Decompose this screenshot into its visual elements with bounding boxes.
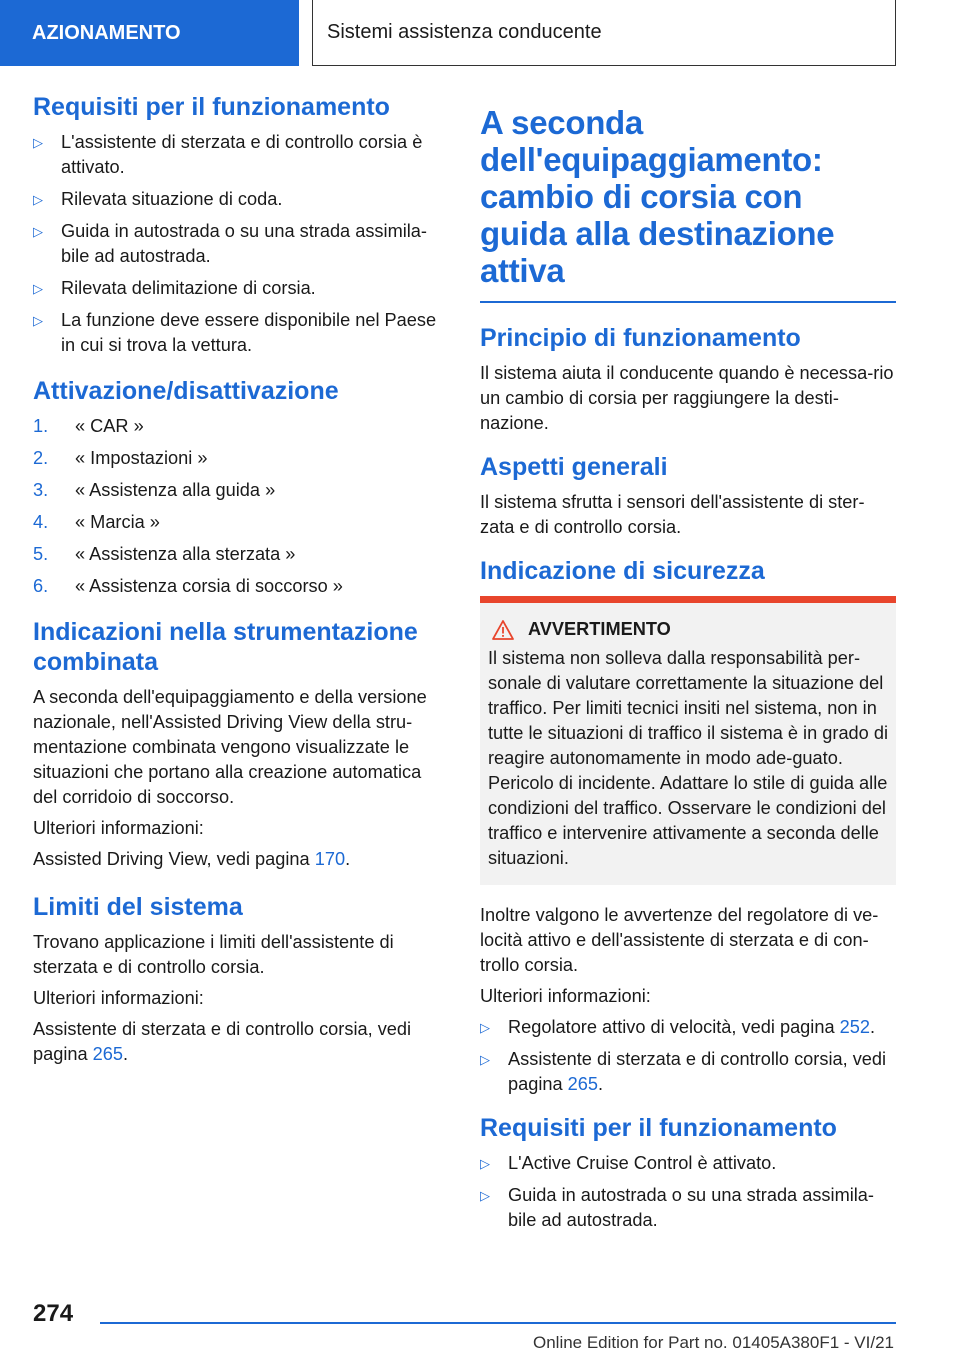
section-tab[interactable]: AZIONAMENTO <box>0 0 299 66</box>
triangle-bullet-icon: ▷ <box>480 1188 490 1203</box>
limits-text: Trovano applicazione i limiti dell'assistente di sterzata e di controllo corsia. <box>33 932 394 977</box>
heading-divider <box>480 301 896 303</box>
warning-box <box>480 596 896 885</box>
principle-text: Il sistema aiuta il conducente quando è necessa-rio un cambio di corsia per raggiungere la desti-nazione. <box>480 363 894 433</box>
page-number: 274 <box>33 1300 74 1327</box>
triangle-bullet-icon: ▷ <box>33 281 43 296</box>
safety-heading: Indicazione di sicurezza <box>480 557 765 585</box>
section-main-heading: A seconda dell'equipaggiamento: cambio di corsia con guida alla destinazione attiva <box>480 104 835 289</box>
chapter-title: Sistemi assistenza conducente <box>312 0 896 66</box>
triangle-bullet-icon: ▷ <box>33 224 43 239</box>
step-item: 4. « Marcia » <box>33 512 160 532</box>
instrument-heading: Indicazioni nella strumentazione combinata <box>33 618 418 676</box>
general-heading: Aspetti generali <box>480 453 668 481</box>
triangle-bullet-icon: ▷ <box>480 1052 490 1067</box>
triangle-bullet-icon: ▷ <box>33 192 43 207</box>
requirements-heading: Requisiti per il funzionamento <box>480 1114 837 1142</box>
list-item: ▷ Assistente di sterzata e di controllo corsia, vedi pagina 265. <box>480 1049 887 1094</box>
list-item: ▷ Guida in autostrada o su una strada assimila-bile ad autostrada. <box>33 221 427 266</box>
page-link[interactable]: 265 <box>92 1044 124 1064</box>
triangle-bullet-icon: ▷ <box>480 1156 490 1171</box>
right-column <box>480 104 896 1245</box>
page-link[interactable]: 252 <box>839 1017 870 1037</box>
list-item: ▷ Rilevata delimitazione di corsia. <box>33 276 448 301</box>
requirements-list <box>480 1151 896 1233</box>
requirements-list <box>33 130 448 358</box>
list-item: ▷ Guida in autostrada o su una strada assimila-bile ad autostrada. <box>480 1185 874 1230</box>
cross-reference: Assisted Driving View, vedi pagina 170. <box>33 849 351 869</box>
left-column <box>33 92 448 1073</box>
more-info-label: Ulteriori informazioni: <box>480 986 651 1006</box>
more-info-label: Ulteriori informazioni: <box>33 988 204 1008</box>
warning-title: AVVERTIMENTO <box>528 619 671 639</box>
list-item: ▷ Rilevata situazione di coda. <box>33 187 448 212</box>
page-link[interactable]: 265 <box>567 1074 599 1094</box>
activation-steps <box>33 414 448 599</box>
activation-heading: Attivazione/disattivazione <box>33 377 339 405</box>
edition-text: Online Edition for Part no. 01405A380F1 - VI/21 <box>532 1333 894 1352</box>
list-item: ▷ La funzione deve essere disponibile nel Paese in cui si trova la vettura. <box>33 310 437 355</box>
warning-header <box>488 619 888 640</box>
triangle-bullet-icon: ▷ <box>33 135 43 150</box>
triangle-bullet-icon: ▷ <box>33 313 43 328</box>
list-item: ▷ L'assistente di sterzata e di controllo corsia è attivato. <box>33 132 423 177</box>
general-text: Il sistema sfrutta i sensori dell'assistente di ster-zata e di controllo corsia. <box>480 492 865 537</box>
cross-reference: Assistente di sterzata e di controllo corsia, vedi pagina 265. <box>33 1019 412 1064</box>
also-text: Inoltre valgono le avvertenze del regolatore di ve-locità attivo e dell'assistente di sterzata e di con-trollo corsia. <box>480 905 879 975</box>
triangle-bullet-icon: ▷ <box>480 1020 490 1035</box>
instrument-text: A seconda dell'equipaggiamento e della versione nazionale, nell'Assisted Driving View della stru-mentazione combinata vengono visualizzate le situazioni che portano alla creazione automatica del corridoio di soccorso. <box>33 687 427 807</box>
limits-heading: Limiti del sistema <box>33 893 243 921</box>
step-item: 6. « Assistenza corsia di soccorso » <box>33 576 343 596</box>
step-item: 2. « Impostazioni » <box>33 448 208 468</box>
step-item: 1. « CAR » <box>33 416 144 436</box>
list-item: ▷ Regolatore attivo di velocità, vedi pagina 252. <box>480 1015 896 1040</box>
requirements-heading: Requisiti per il funzionamento <box>33 93 390 121</box>
list-item: ▷ L'Active Cruise Control è attivato. <box>480 1151 896 1176</box>
more-info-label: Ulteriori informazioni: <box>33 818 204 838</box>
warning-text: Il sistema non solleva dalla responsabilità per-sonale di valutare correttamente la situazione del traffico. Per limiti tecnici insiti nel sistema, non in tutte le situazioni di traffico il sistema è in grado di reagire autonomamente in modo ade-guato. Pericolo di incidente. Adattare lo stile di guida alle condizioni del traffico. Osservare le condizioni del traffico e intervenire attivamente a seconda delle situazioni. <box>488 648 888 868</box>
step-item: 3. « Assistenza alla guida » <box>33 480 276 500</box>
warning-triangle-icon <box>492 620 514 640</box>
footer-divider <box>100 1322 896 1324</box>
page-link[interactable]: 170 <box>314 849 346 869</box>
step-item: 5. « Assistenza alla sterzata » <box>33 544 296 564</box>
principle-heading: Principio di funzionamento <box>480 324 801 352</box>
reference-list <box>480 1015 896 1097</box>
